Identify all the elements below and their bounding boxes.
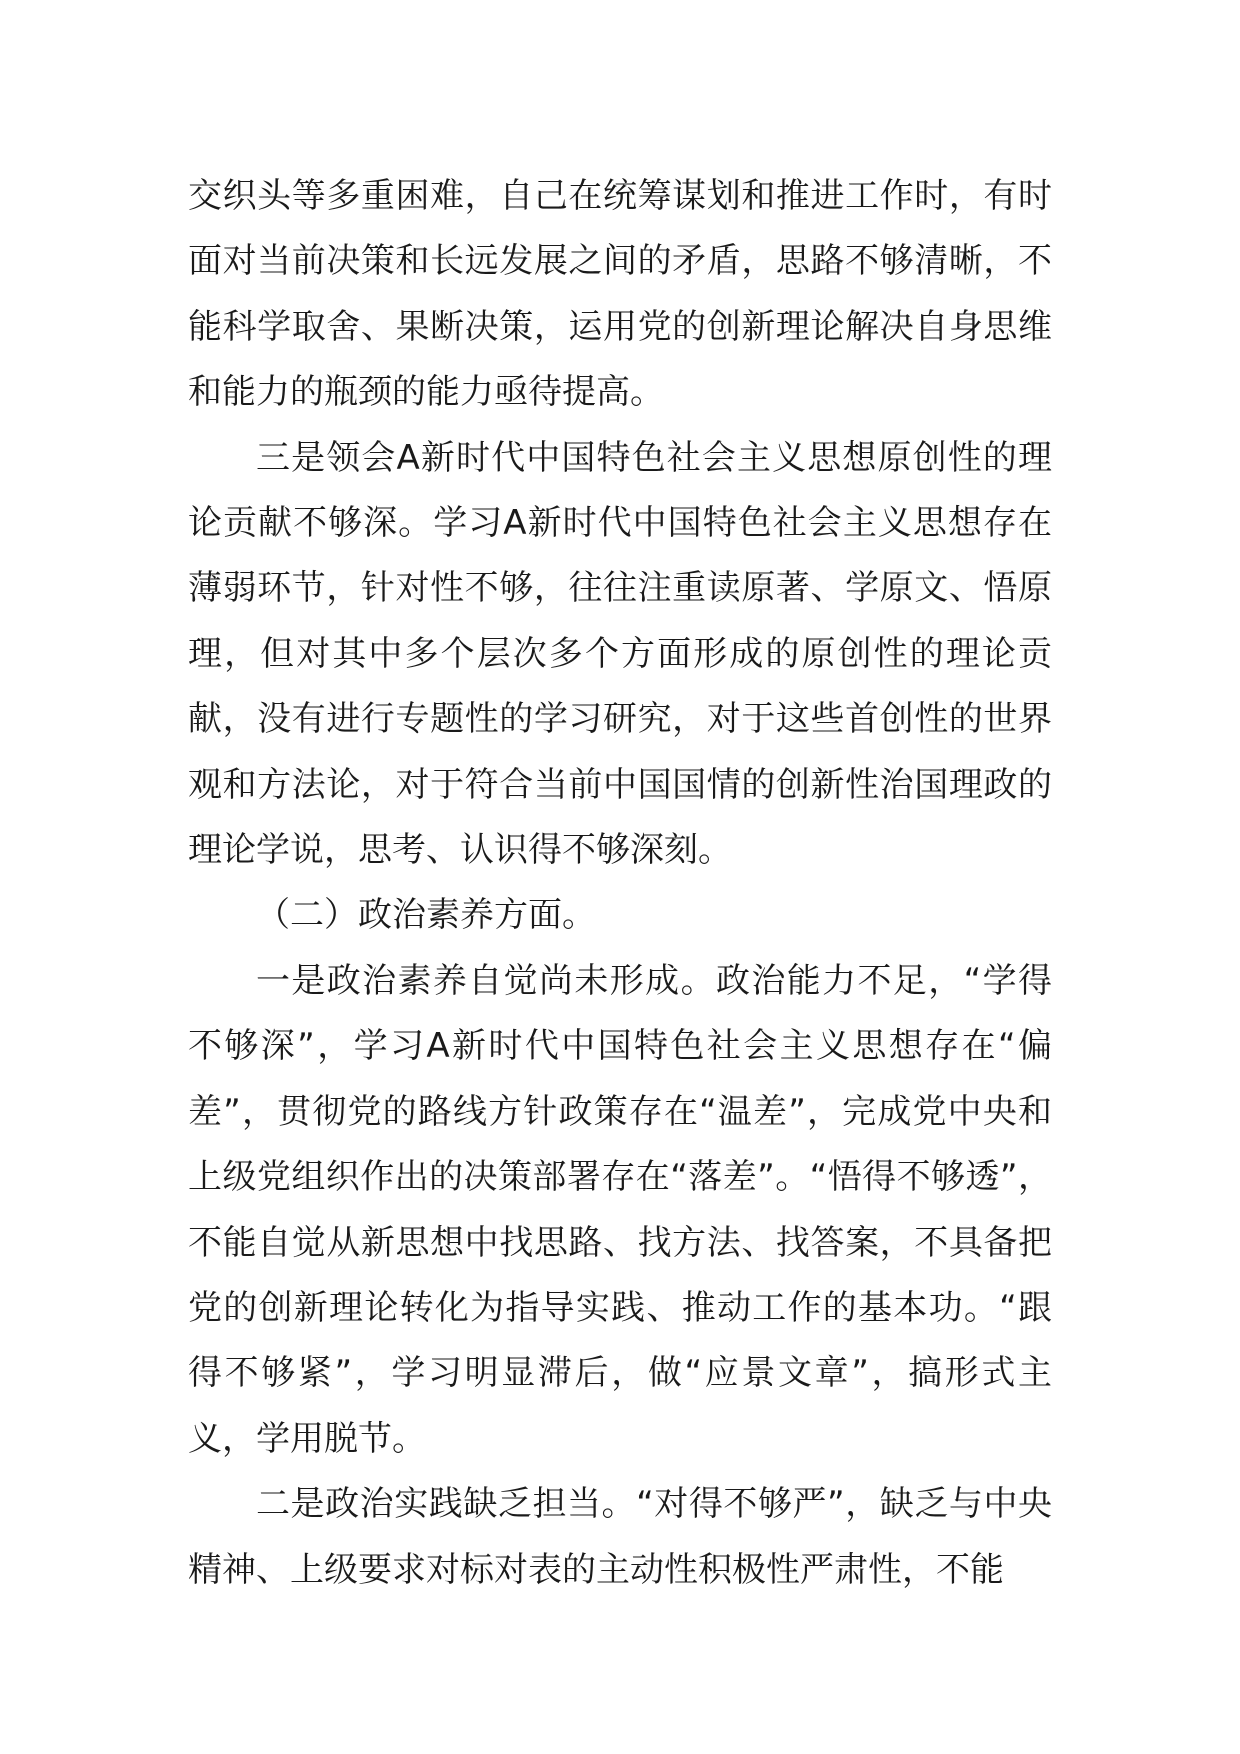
document-body [188,164,1052,1603]
section-heading-political-literacy: （二）政治素养方面。 [256,895,596,936]
paragraph-point-two: 二是政治实践缺乏担当。“对得不够严”，缺乏与中央精神、上级要求对标对表的主动性积极性严肃性，不能 [188,1484,1052,1590]
paragraph-continuation: 交织头等多重困难，自己在统筹谋划和推进工作时，有时面对当前决策和长远发展之间的矛盾，思路不够清晰，不能科学取舍、果断决策，运用党的创新理论解决自身思维和能力的瓶颈的能力亟待提高。 [188,176,1052,413]
paragraph-point-one: 一是政治素养自觉尚未形成。政治能力不足，“学得不够深”，学习A新时代中国特色社会主义思想存在“偏差”，贯彻党的路线方针政策存在“温差”，完成党中央和上级党组织作出的决策部署存在“落差”。“悟得不够透”，不能自觉从新思想中找思路、找方法、找答案，不具备把党的创新理论转化为指导实践、推动工作的基本功。“跟得不够紧”，学习明显滞后，做“应景文章”，搞形式主义，学用脱节。 [188,960,1052,1459]
paragraph-point-three: 三是领会A新时代中国特色社会主义思想原创性的理论贡献不够深。学习A新时代中国特色社会主义思想存在薄弱环节，针对性不够，往往注重读原著、学原文、悟原理，但对其中多个层次多个方面形成的原创性的理论贡献，没有进行专题性的学习研究，对于这些首创性的世界观和方法论，对于符合当前中国国情的创新性治国理政的理论学说，思考、认识得不够深刻。 [188,437,1052,871]
